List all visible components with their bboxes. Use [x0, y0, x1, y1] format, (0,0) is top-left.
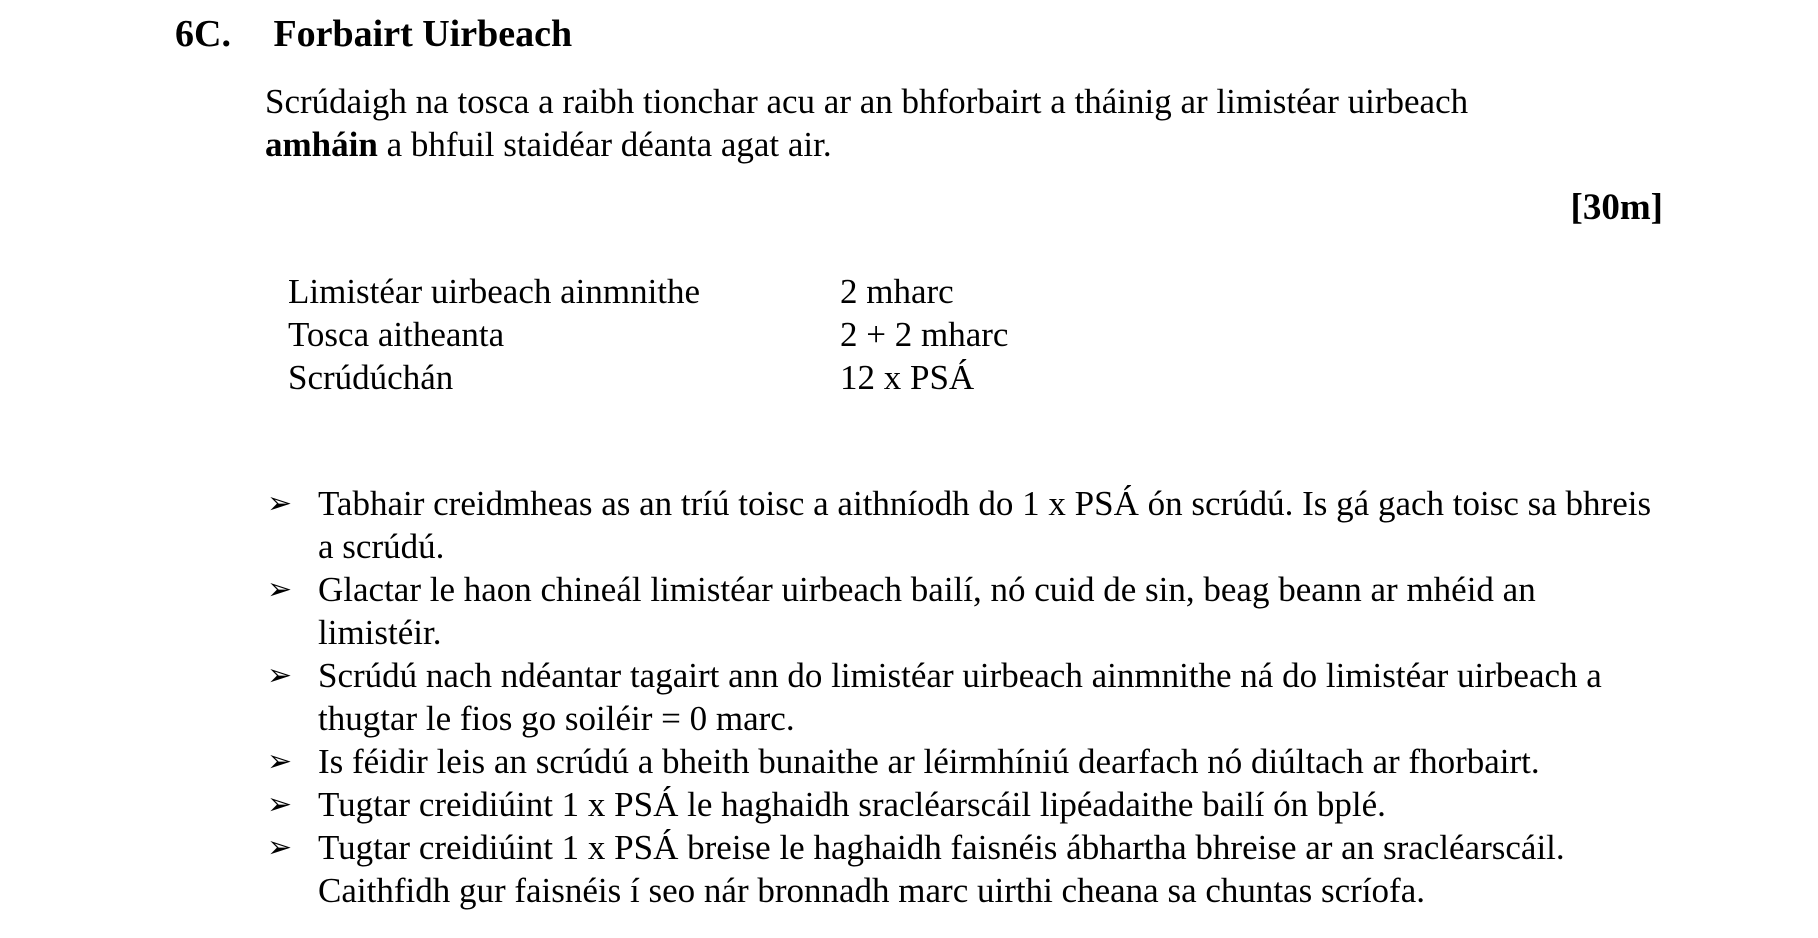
marking-item-label: Tosca aitheanta	[288, 315, 505, 354]
note-text: Glactar le haon chineál limistéar uirbeach bailí, nó cuid de sin, beag beann ar mhéid an limistéir.	[318, 570, 1536, 652]
table-row	[288, 270, 1008, 313]
table-row	[288, 356, 1008, 399]
note-text: Tugtar creidiúint 1 x PSÁ le haghaidh sracléarscáil lipéadaithe bailí ón bplé.	[318, 785, 1386, 824]
note-item	[267, 826, 1663, 912]
note-text: Scrúdú nach ndéantar tagairt ann do limistéar uirbeach ainmnithe ná do limistéar uirbeach a thugtar le fios go soiléir = 0 marc.	[318, 656, 1602, 738]
arrow-bullet-icon: ➢	[267, 787, 293, 822]
question-number: 6C.	[175, 13, 231, 55]
arrow-bullet-icon: ➢	[267, 830, 293, 865]
note-item	[267, 783, 1663, 826]
table-row	[288, 313, 1008, 356]
note-item	[267, 568, 1663, 654]
question-heading	[175, 12, 572, 56]
note-item	[267, 740, 1663, 783]
question-text-line2: a bhfuil staidéar déanta agat air.	[377, 125, 832, 164]
question-text	[265, 80, 1663, 166]
note-text: Tabhair creidmheas as an tríú toisc a aithníodh do 1 x PSÁ ón scrúdú. Is gá gach toisc sa bhreis a scrúdú.	[318, 484, 1652, 566]
arrow-bullet-icon: ➢	[267, 658, 293, 693]
note-item	[267, 654, 1663, 740]
question-title: Forbairt Uirbeach	[273, 13, 573, 55]
marking-notes-list	[267, 482, 1663, 912]
marking-item-marks: 2 + 2 mharc	[840, 315, 1009, 354]
arrow-bullet-icon: ➢	[267, 744, 293, 779]
marking-item-label: Limistéar uirbeach ainmnithe	[288, 272, 701, 311]
arrow-bullet-icon: ➢	[267, 572, 293, 607]
note-text: Tugtar creidiúint 1 x PSÁ breise le haghaidh faisnéis ábhartha bhreise ar an sracléarscáil. Caithfidh gur faisnéis í seo nár bronnadh marc uirthi cheana sa chuntas scríofa.	[318, 828, 1565, 910]
marking-item-marks: 2 mharc	[840, 272, 954, 311]
note-text: Is féidir leis an scrúdú a bheith bunaithe ar léirmhíniú dearfach nó diúltach ar fhorbairt.	[318, 742, 1540, 781]
marking-item-label: Scrúdúchán	[288, 358, 454, 397]
marking-breakdown-table	[288, 270, 1008, 399]
arrow-bullet-icon: ➢	[267, 486, 293, 521]
note-item	[267, 482, 1663, 568]
question-text-bold-word: amháin	[265, 125, 378, 164]
marking-item-marks: 12 x PSÁ	[840, 358, 975, 397]
marks-allocation-badge: [30m]	[1570, 187, 1663, 228]
question-text-line1: Scrúdaigh na tosca a raibh tionchar acu ar an bhforbairt a tháinig ar limistéar uirbeach	[265, 82, 1469, 121]
